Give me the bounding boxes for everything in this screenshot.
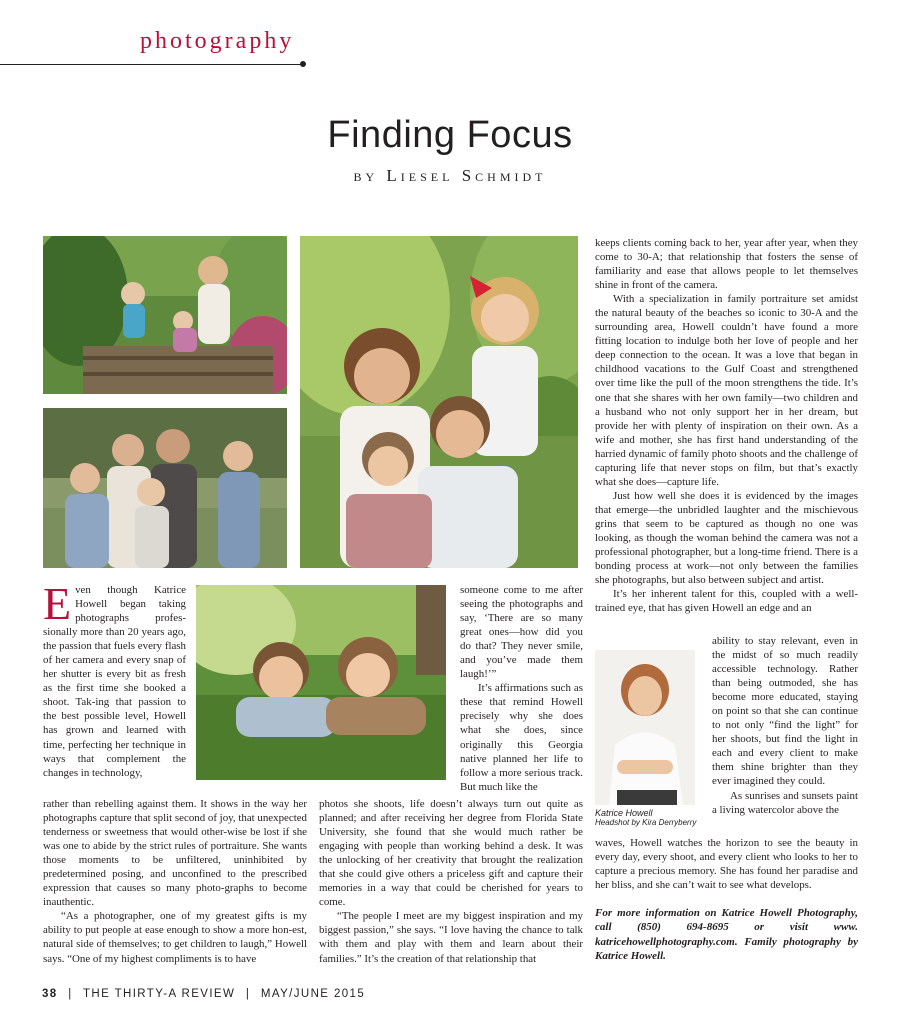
paragraph: waves, Howell watches the horizon to see the beauty in every day, every shoot, and every client who looks to her to capture a precious memory. She has found her paradise and her bliss, and she can’t wait to see what develops.	[595, 837, 858, 892]
page-footer	[42, 988, 365, 1000]
photo-katrice-howell-headshot	[595, 650, 695, 805]
paragraph: photos she shoots, life doesn’t always turn out quite as planned; and after receiving her degree from Florida State University, she found that she would much rather be engaging with people than working behind a desk. It was the unlocking of her creativity that brought the realization that she could give others a priceless gift and capture their memories in a way that could be cherished for years to come.	[319, 798, 583, 909]
article-column-3-wrap	[712, 634, 858, 817]
paragraph: As sunrises and sunsets paint a living watercolor above the	[712, 789, 858, 816]
paragraph: Just how well she does it is evidenced by the images that emerge—the unbridled laughter and the mischievous grins that seem to be captured as though no one was looking, as though the woman behind the camera was not a professional photographer, but a long-time friend. There is a bonding process at work—not only between the families she photographs, but also between subject and artist.	[595, 489, 858, 587]
article-byline: by Liesel Schmidt	[353, 166, 547, 185]
article-title: Finding Focus	[327, 114, 573, 156]
contact-info: For more information on Katrice Howell Photography, call (850) 694-8695 or visit www. katricehowellphotography.com. Family photography by Katrice Howell.	[595, 907, 858, 962]
paragraph: keeps clients coming back to her, year after year, when they come to 30-A; that relationship that fosters the sense of familiarity and ease that allows people to let themselves shine in front of the camera.	[595, 237, 858, 292]
article-column-1-top	[43, 578, 186, 780]
portrait-caption-name: Katrice Howell	[595, 808, 653, 818]
article-column-3-bottom	[595, 836, 858, 892]
paragraph: It’s affirmations such as these that remind Howell precisely why she does what she does, since originally this Georgia native planned her life to follow a more serious track. But much like the	[460, 682, 583, 793]
portrait-caption-credit: Headshot by Kira Derryberry	[595, 818, 697, 827]
paragraph: rather than rebelling against them. It shows in the way her photographs capture that split second of joy, that unexpected tenderness or sweetness that would other-wise be lost if she was one to abide by the strict rules of portraiture. She wants those moments to be unfiltered, uninhibited by predetermined posing, and unconfined to the prescribed expression that causes so many photo-graphs to become inauthentic.	[43, 798, 307, 909]
portrait-caption	[595, 808, 705, 828]
photo-children-on-grass	[196, 585, 446, 780]
footer-separator: |	[245, 988, 251, 1000]
intro-paragraph: ven though Katrice Howell began taking photographs profes-sionally more than 20 years ago, the passion that fuels every flash of her camera and every snap of her shutter is every bit as fresh as the first time she booked a shoot. Tak-ing that passion to the best possible level, Howell has grown and learned with time, perfecting her technique in ways that complement the changes in technology,	[43, 584, 186, 779]
page-number: 38	[42, 988, 58, 1000]
section-label: photography	[140, 28, 295, 54]
photo-family-portrait	[300, 236, 578, 568]
drop-cap: E	[43, 578, 72, 629]
article-column-3-top	[595, 236, 858, 615]
paragraph: “The people I meet are my biggest inspiration and my biggest passion,” she says. “I love having the chance to talk with them and play with them and learn about their families.” It’s the creation of that relationship that	[319, 910, 583, 965]
publication-name: THE THIRTY-A REVIEW	[82, 988, 236, 1000]
paragraph: It’s her inherent talent for this, coupled with a well-trained eye, that has given Howell an edge and an	[595, 588, 858, 615]
article-column-2-bottom	[319, 797, 583, 966]
issue-date: MAY/JUNE 2015	[260, 988, 366, 1000]
paragraph: ability to stay relevant, even in the midst of so much readily accessible technology. Rather than being outmoded, she has become more educated, staying on point so that she can continue to not only “find the light” for her shoots, but find the light in each and every client to make them shine brighter than they ever imagined they could.	[712, 635, 858, 788]
paragraph: With a specialization in family portraiture set amidst the natural beauty of the beaches so iconic to 30-A and the surrounding area, Howell couldn’t have found a more fitting location to indulge both her love of people and her deep connection to the ocean. It was a love that began in childhood vacations to the Gulf Coast and strengthened over time like the pull of the moon strengthens the tide. It’s one that she shares with her own family—two children and a husband who not only support her in her dream, but provide her with plenty of inspiration on their own. As a wife and mother, she has first hand understanding of the harried dynamic of family photo shoots and the challenge of capturing life that never stops on film, but that’s exactly what she does—capture life.	[595, 293, 858, 488]
paragraph: “As a photographer, one of my greatest gifts is my ability to put people at ease enough to show a more hon-est, natural side of themselves; to get children to laugh,” Howell says. “One of my highest compliments is to have	[43, 910, 307, 965]
photo-garden-steps	[43, 236, 287, 394]
article-column-1-bottom	[43, 797, 307, 966]
section-rule-dot	[300, 61, 306, 67]
photo-family-of-five	[43, 408, 287, 568]
article-column-2-top	[460, 583, 583, 794]
section-rule	[0, 64, 304, 65]
footer-separator: |	[68, 988, 73, 1000]
paragraph: someone come to me after seeing the photographs and say, ‘There are so many great ones—how did you do that? They never smile, and you’ve made them laugh!’”	[460, 584, 583, 681]
